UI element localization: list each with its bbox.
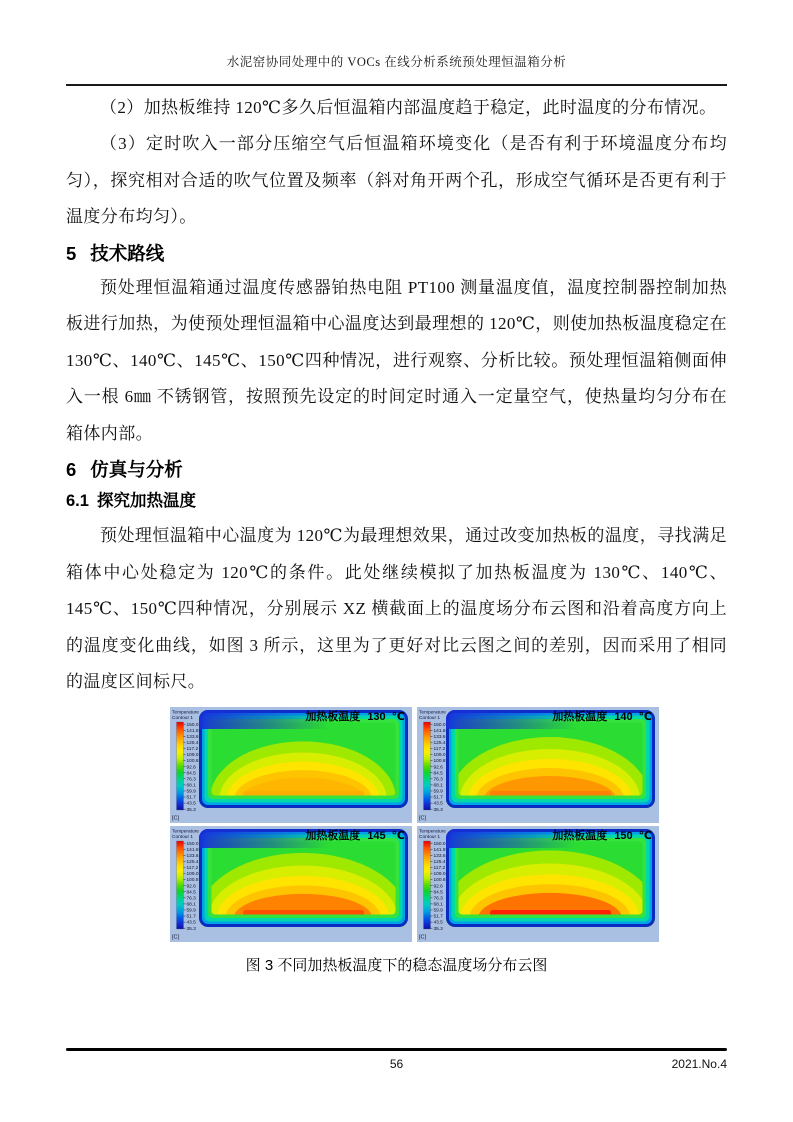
panel-title-unit: ℃ — [638, 710, 652, 723]
legend-tick-label: 84.5 — [186, 770, 196, 776]
panel-title-value: 145 — [367, 829, 386, 842]
legend-tick-label: 92.6 — [433, 764, 443, 770]
legend-tick-label: 68.1 — [433, 902, 443, 908]
legend-tick-label: 150.0 — [433, 841, 446, 847]
legend-tick-label: 51.7 — [186, 914, 196, 920]
legend-colorbar — [424, 841, 431, 929]
legend-tick-label: 141.8 — [186, 847, 199, 853]
legend-title-line1: Temperature — [172, 829, 199, 835]
panel-title-unit: ℃ — [638, 829, 652, 842]
legend-unit-label: [C] — [172, 815, 180, 822]
panel-title-unit: ℃ — [391, 829, 405, 842]
legend-tick-label: 84.5 — [433, 889, 443, 895]
page-footer — [66, 1048, 727, 1073]
legend-tick-label: 150.0 — [186, 841, 199, 847]
legend-unit-label: [C] — [419, 934, 427, 941]
legend-tick-label: 43.5 — [186, 801, 196, 807]
legend-tick-label: 68.1 — [433, 783, 443, 789]
legend-tick-label: 76.3 — [186, 777, 196, 783]
figure-3 — [66, 707, 727, 976]
legend-tick-label: 76.3 — [433, 896, 443, 902]
legend-tick-label: 84.5 — [186, 889, 196, 895]
panel-title-label: 加热板温度 — [552, 710, 608, 723]
legend-tick-label: 133.6 — [186, 734, 199, 740]
legend-tick-label: 141.8 — [186, 728, 199, 734]
legend-tick-label: 125.4 — [186, 740, 199, 746]
section-5-title: 技术路线 — [90, 242, 165, 264]
paragraph-item-2: （2）加热板维持 120℃多久后恒温箱内部温度趋于稳定，此时温度的分布情况。 — [100, 97, 717, 117]
section-5-number: 5 — [66, 242, 77, 264]
legend-tick-label: 150.0 — [433, 722, 446, 728]
legend-colorbar — [177, 722, 184, 810]
legend-tick-label: 43.5 — [433, 801, 443, 807]
page-number: 56 — [389, 1057, 404, 1071]
legend-tick-label: 100.8 — [433, 877, 446, 883]
panel-title-value: 130 — [367, 710, 386, 723]
contour-box — [199, 710, 408, 823]
contour-box — [441, 829, 659, 942]
section-6-1-heading — [66, 488, 727, 514]
legend-tick-label: 59.9 — [433, 908, 443, 914]
legend-tick-label: 100.8 — [186, 877, 199, 883]
panel-title-label: 加热板温度 — [305, 829, 361, 842]
legend-tick-label: 59.9 — [186, 789, 196, 795]
legend-tick-label: 117.2 — [186, 746, 199, 752]
legend-tick-label: 59.9 — [433, 789, 443, 795]
paragraph-item-3: （3）定时吹入一部分压缩空气后恒温箱环境变化（是否有利于环境温度分布均匀），探究相对合适的吹气位置及频率（斜对角开两个孔，形成空气循环是否更有利于温度分布均匀）。 — [66, 134, 727, 227]
legend-tick-label: 51.7 — [186, 795, 196, 801]
legend-tick-label: 117.2 — [186, 865, 199, 871]
legend-title-line2: Contour 1 — [172, 715, 194, 721]
legend-tick-label: 109.0 — [433, 871, 446, 877]
legend-tick-label: 51.7 — [433, 795, 443, 801]
legend-tick-label: 100.8 — [186, 758, 199, 764]
legend-tick-label: 109.0 — [433, 752, 446, 758]
legend-title-line1: Temperature — [419, 710, 446, 716]
legend-tick-label: 84.5 — [433, 770, 443, 776]
legend-tick-label: 117.2 — [433, 746, 446, 752]
legend-tick-label: 35.3 — [186, 807, 196, 813]
section-6-1-paragraph: 预处理恒温箱中心温度为 120℃为最理想效果，通过改变加热板的温度，寻找满足箱体中心处稳定为 120℃的条件。此处继续模拟了加热板温度为 130℃、140℃、145℃、150℃四种情况，分别展示 XZ 横截面上的温度场分布云图和沿着高度方向上的温度变化曲线，如图 3 所示，这里为了更好对比云图之间的差别，因而采用了相同的温度区间标尺。 — [66, 526, 727, 692]
legend-tick-label: 68.1 — [186, 783, 196, 789]
section-6-title: 仿真与分析 — [90, 459, 183, 481]
legend-title-line2: Contour 1 — [419, 715, 441, 721]
legend-title-line1: Temperature — [172, 710, 199, 716]
legend-title-line1: Temperature — [419, 829, 446, 835]
legend-tick-label: 43.5 — [186, 920, 196, 926]
legend-unit-label: [C] — [419, 815, 427, 822]
contour-box — [446, 710, 655, 823]
legend-tick-label: 141.8 — [433, 728, 446, 734]
header-rule — [66, 84, 727, 86]
legend-tick-label: 150.0 — [186, 722, 199, 728]
figure-3-caption: 图 3 不同加热板温度下的稳态温度场分布云图 — [245, 956, 548, 974]
legend-colorbar — [424, 722, 431, 810]
contour-panel-145 — [170, 826, 412, 942]
section-5-heading — [66, 240, 727, 268]
legend-tick-label: 141.8 — [433, 847, 446, 853]
legend-tick-label: 133.6 — [433, 853, 446, 859]
legend-tick-label: 51.7 — [433, 914, 443, 920]
legend-tick-label: 35.3 — [433, 807, 443, 813]
contour-panel-150 — [417, 826, 659, 942]
panel-title-label: 加热板温度 — [305, 710, 361, 723]
legend-tick-label: 43.5 — [433, 920, 443, 926]
legend-tick-label: 133.6 — [186, 853, 199, 859]
legend-tick-label: 133.6 — [433, 734, 446, 740]
legend-tick-label: 117.2 — [433, 865, 446, 871]
legend-tick-label: 59.9 — [186, 908, 196, 914]
legend-tick-label: 125.4 — [186, 859, 199, 865]
legend-unit-label: [C] — [172, 934, 180, 941]
legend-tick-label: 125.4 — [433, 859, 446, 865]
contour-box — [198, 829, 408, 942]
legend-tick-label: 100.8 — [433, 758, 446, 764]
running-header: 水泥窑协同处理中的 VOCs 在线分析系统预处理恒温箱分析 — [226, 55, 567, 69]
legend-colorbar — [177, 841, 184, 929]
legend-title-line2: Contour 1 — [172, 834, 194, 840]
panel-title-value: 150 — [614, 829, 633, 842]
legend-tick-label: 76.3 — [433, 777, 443, 783]
legend-tick-label: 76.3 — [186, 896, 196, 902]
legend-tick-label: 35.3 — [433, 926, 443, 932]
section-6-heading — [66, 456, 727, 484]
legend-tick-label: 68.1 — [186, 902, 196, 908]
panel-title-label: 加热板温度 — [552, 829, 608, 842]
section-6-number: 6 — [66, 459, 77, 481]
section-5-paragraph: 预处理恒温箱通过温度传感器铂热电阻 PT100 测量温度值，温度控制器控制加热板进行加热，为使预处理恒温箱中心温度达到最理想的 120℃，则使加热板温度稳定在 130℃、140℃、145℃、150℃四种情况，进行观察、分析比较。预处理恒温箱侧面伸入一根 6㎜ 不锈钢管，按照预先设定的时间定时通入一定量空气，使热量均匀分布在箱体内部。 — [66, 277, 727, 443]
footer-rule — [66, 1048, 727, 1051]
legend-tick-label: 109.0 — [186, 871, 199, 877]
contour-panel-140 — [417, 707, 659, 823]
panel-title-unit: ℃ — [391, 710, 405, 723]
section-6-1-number: 6.1 — [66, 492, 89, 511]
legend-title-line2: Contour 1 — [419, 834, 441, 840]
legend-tick-label: 109.0 — [186, 752, 199, 758]
legend-tick-label: 92.6 — [186, 883, 196, 889]
section-6-1-title: 探究加热温度 — [96, 492, 196, 511]
legend-tick-label: 92.6 — [186, 764, 196, 770]
contour-panel-130 — [170, 707, 412, 823]
contour-panel-grid — [170, 707, 659, 942]
legend-tick-label: 35.3 — [186, 926, 196, 932]
legend-tick-label: 125.4 — [433, 740, 446, 746]
issue-label: 2021.No.4 — [671, 1057, 727, 1071]
legend-tick-label: 92.6 — [433, 883, 443, 889]
panel-title-value: 140 — [614, 710, 633, 723]
